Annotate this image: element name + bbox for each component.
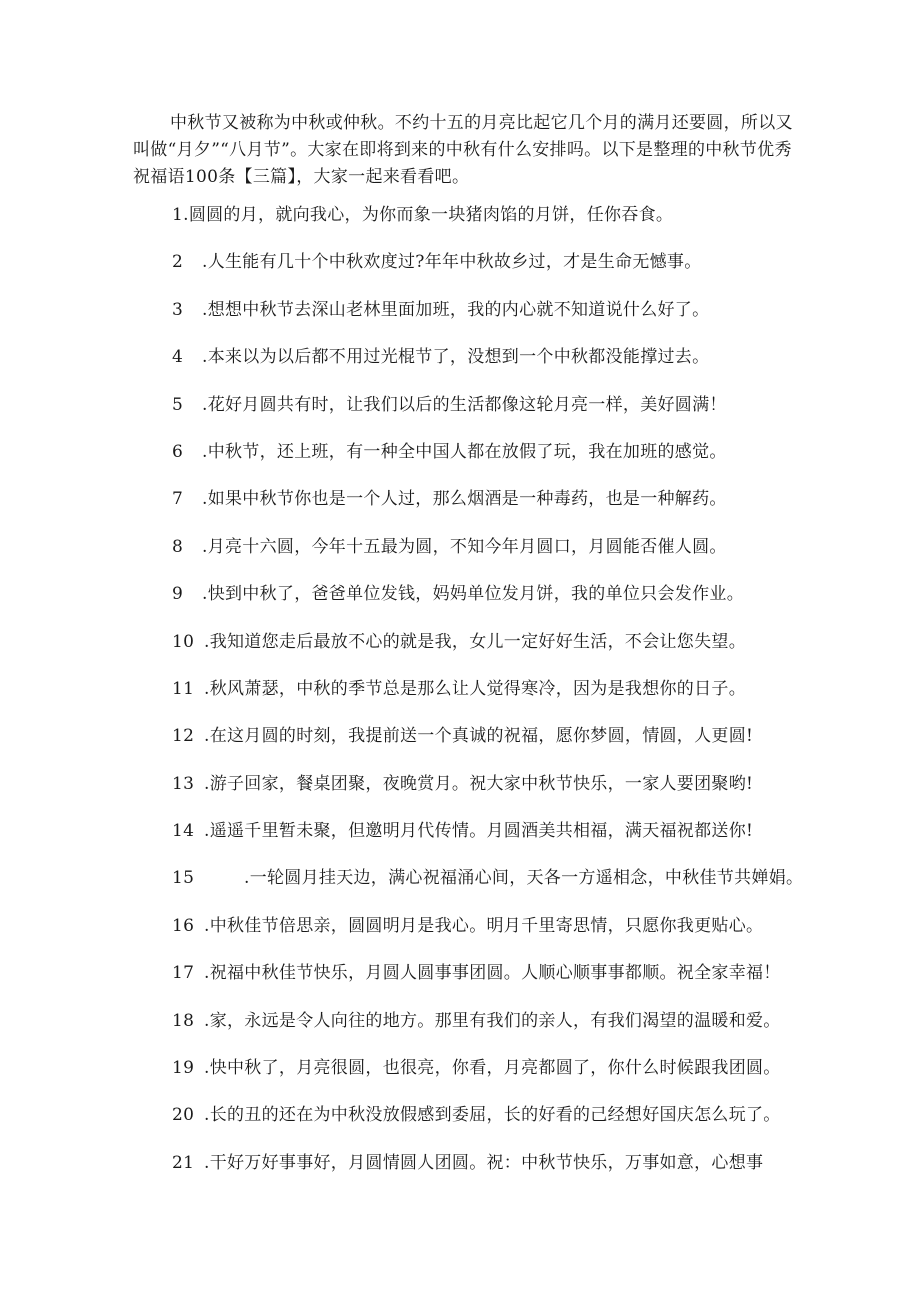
item-number: 3 <box>172 299 184 320</box>
list-item <box>172 486 852 533</box>
item-number: 16 <box>172 915 195 936</box>
item-number: 17 <box>172 963 195 984</box>
item-text: .中秋节，还上班，有一种全中国人都在放假了玩，我在加班的感觉。 <box>202 441 727 462</box>
item-text: .祝福中秋佳节快乐，月圆人圆事事团圆。人顺心顺事事都顺。祝全家幸福！ <box>204 963 781 984</box>
item-text: .如果中秋节你也是一个人过，那么烟酒是一种毒药，也是一种解药。 <box>202 489 727 510</box>
item-number: 14 <box>172 821 195 842</box>
list-item <box>172 771 852 818</box>
item-number: 21 <box>172 1152 195 1173</box>
item-number: 9 <box>172 584 184 605</box>
list-item <box>172 960 852 1007</box>
intro-paragraph: 中秋节又被称为中秋或仲秋。不约十五的月亮比起它几个月的满月还要圆，所以又叫做“月夕”“八月节”。大家在即将到来的中秋有什么安排吗。以下是整理的中秋节优秀祝福语100条【三篇】，大家一起来看看吧。 <box>133 113 793 187</box>
item-text: 1.圆圆的月，就向我心，为你而象一块猪肉馅的月饼，任你吞食。 <box>172 205 674 225</box>
item-number: 6 <box>172 441 184 462</box>
item-number: 15 <box>172 868 195 889</box>
item-number: 13 <box>172 773 195 794</box>
item-number: 7 <box>172 489 184 510</box>
list-item <box>172 1102 852 1149</box>
item-text: .想想中秋节去深山老林里面加班，我的内心就不知道说什么好了。 <box>202 299 710 320</box>
list-item <box>172 297 852 344</box>
item-number: 4 <box>172 347 184 368</box>
item-number: 11 <box>172 678 195 699</box>
list-item <box>172 249 852 296</box>
list-item <box>172 1008 852 1055</box>
list-item <box>172 1055 852 1102</box>
list-item <box>172 865 852 912</box>
list-item <box>172 723 852 770</box>
item-number: 20 <box>172 1105 195 1126</box>
item-text: .我知道您走后最放不心的就是我，女儿一定好好生活，不会让您失望。 <box>204 631 747 652</box>
list-item <box>172 629 852 676</box>
item-text: .在这月圆的时刻，我提前送一个真诚的祝福，愿你梦圆，情圆，人更圆! <box>204 726 754 747</box>
item-number: 10 <box>172 631 195 652</box>
list-item <box>172 344 852 391</box>
greetings-list <box>172 202 852 1197</box>
list-item <box>172 392 852 439</box>
item-text: .干好万好事事好，月圆情圆人团圆。祝：中秋节快乐，万事如意，心想事 <box>204 1152 764 1173</box>
list-item <box>172 581 852 628</box>
item-text: .人生能有几十个中秋欢度过?年年中秋故乡过，才是生命无憾事。 <box>202 252 702 273</box>
list-item <box>172 534 852 581</box>
item-text: .一轮圆月挂天边，满心祝福涌心间，天各一方遥相念，中秋佳节共婵娟。 <box>244 868 804 889</box>
item-number: 19 <box>172 1058 195 1079</box>
list-item <box>172 439 852 486</box>
item-text: .月亮十六圆，今年十五最为圆，不知今年月圆口，月圆能否催人圆。 <box>202 536 727 557</box>
item-text: .遥遥千里暂未聚，但邀明月代传情。月圆酒美共相福，满天福祝都送你! <box>204 821 754 842</box>
item-text: .快到中秋了，爸爸单位发钱，妈妈单位发月饼，我的单位只会发作业。 <box>202 584 745 605</box>
item-text: .秋风萧瑟，中秋的季节总是那么让人觉得寒冷，因为是我想你的日子。 <box>204 678 747 699</box>
item-text: .快中秋了，月亮很圆，也很亮，你看，月亮都圆了，你什么时候跟我团圆。 <box>204 1058 781 1079</box>
item-text: .花好月圆共有时，让我们以后的生活都像这轮月亮一样，美好圆满！ <box>202 394 727 415</box>
item-number: 8 <box>172 536 184 557</box>
item-number: 18 <box>172 1010 195 1031</box>
item-text: .本来以为以后都不用过光棍节了，没想到一个中秋都没能撑过去。 <box>202 347 710 368</box>
list-item <box>172 676 852 723</box>
item-text: .长的丑的还在为中秋没放假感到委屈，长的好看的己经想好国庆怎么玩了。 <box>204 1105 781 1126</box>
item-number: 12 <box>172 726 195 747</box>
item-number: 5 <box>172 394 184 415</box>
list-item <box>172 913 852 960</box>
item-text: .中秋佳节倍思亲，圆圆明月是我心。明月千里寄思情，只愿你我更贴心。 <box>204 915 764 936</box>
list-item <box>172 202 852 249</box>
list-item <box>172 1150 852 1197</box>
item-text: .家，永远是令人向往的地方。那里有我们的亲人，有我们渴望的温暖和爱。 <box>204 1010 781 1031</box>
item-number: 2 <box>172 252 184 273</box>
item-text: .游子回家，餐桌团聚，夜晚赏月。祝大家中秋节快乐，一家人要团聚哟! <box>204 773 754 794</box>
list-item <box>172 818 852 865</box>
